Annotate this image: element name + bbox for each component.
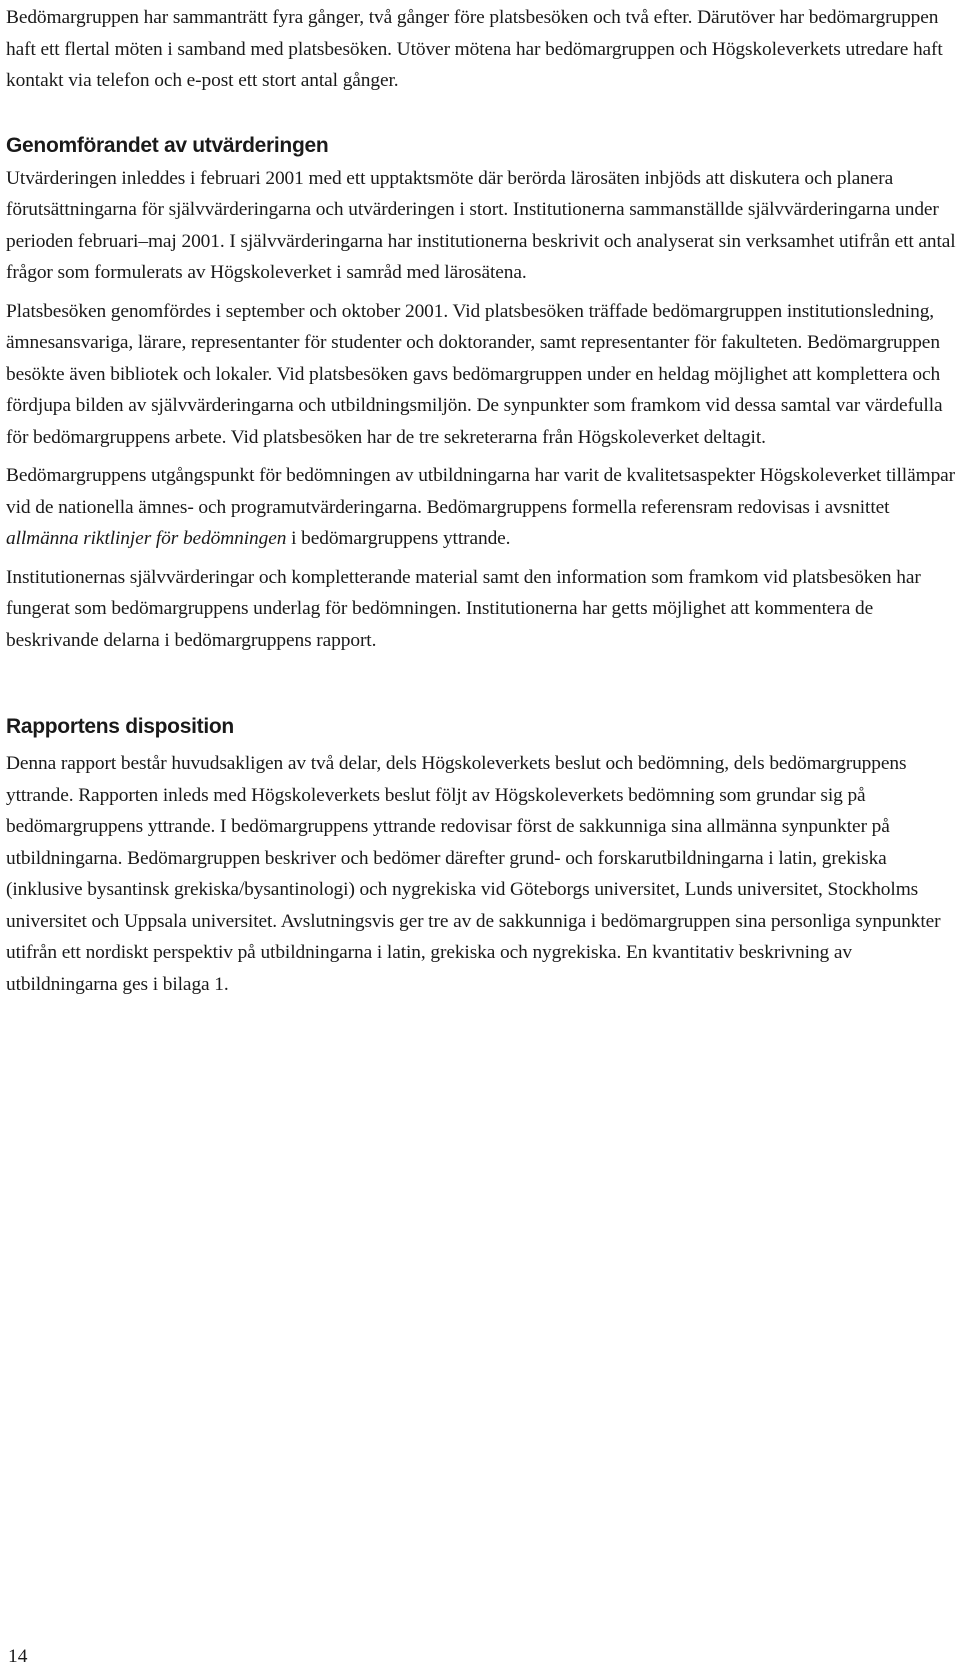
section-heading-rapportens-disposition: Rapportens disposition	[6, 715, 234, 738]
section1-paragraph-3-text-before: Bedömargruppens utgångspunkt för bedömningen av utbildningarna har varit de kvalitetsaspekter Högskoleverket tillämpar vid de nationella ämnes- och programutvärderingarna. Bedömargruppens formella referensram redovisas i avsnittet	[6, 465, 956, 518]
document-page	[6, 2, 956, 1000]
page-number: 14	[8, 1646, 28, 1667]
section1-paragraph-3-italic-reference: allmänna riktlinjer för bedömningen	[6, 528, 287, 549]
section1-paragraph-4: Institutionernas självvärderingar och kompletterande material samt den information som framkom vid platsbesöken har fungerat som bedömargruppens underlag för bedömningen. Institutionerna har getts möjlighet att kommentera de beskrivande delarna i bedömargruppens rapport.	[6, 566, 921, 651]
section-heading-genomforandet: Genomförandet av utvärderingen	[6, 133, 329, 157]
intro-paragraph: Bedömargruppen har sammanträtt fyra gånger, två gånger före platsbesöken och två efter. Därutöver har bedömargruppen haft ett flertal möten i samband med platsbesöken. Utöver mötena har bedömargruppen och Högskoleverkets utredare haft kontakt via telefon och e-post ett stort antal gånger.	[6, 7, 943, 91]
section1-paragraph-3-text-after: i bedömargruppens yttrande.	[286, 528, 511, 549]
section1-paragraph-1: Utvärderingen inleddes i februari 2001 med ett upptaktsmöte där berörda lärosäten inbjöds att diskutera och planera förutsättningarna för självvärderingarna och utvärderingen i stort. Institutionerna sammanställde självvärderingarna under perioden februari–maj 2001. I självvärderingarna har institutionerna beskrivit och analyserat sin verksamhet utifrån ett antal frågor som formulerats av Högskoleverket i samråd med lärosätena.	[6, 167, 956, 283]
section1-paragraph-2: Platsbesöken genomfördes i september och oktober 2001. Vid platsbesöken träffade bedömargruppen institutionsledning, ämnesansvariga, lärare, representanter för studenter och doktorander, samt representanter för fakulteten. Bedömargruppen besökte även bibliotek och lokaler. Vid platsbesöken gavs bedömargruppen under en heldag möjlighet att komplettera och fördjupa bilden av självvärderingarna och utbildningsmiljön. De synpunkter som framkom vid dessa samtal var värdefulla för bedömargruppens arbete. Vid platsbesöken har de tre sekreterarna från Högskoleverket deltagit.	[6, 300, 943, 448]
section2-paragraph-1: Denna rapport består huvudsakligen av två delar, dels Högskoleverkets beslut och bedömning, dels bedömargruppens yttrande. Rapporten inleds med Högskoleverkets beslut följt av Högskoleverkets bedömning som grundar sig på bedömargruppens yttrande. I bedömargruppens yttrande redovisar först de sakkunniga sina allmänna synpunkter på utbildningarna. Bedömargruppen beskriver och bedömer därefter grund- och forskarutbildningarna i latin, grekiska (inklusive bysantinsk grekiska/bysantinologi) och nygrekiska vid Göteborgs universitet, Lunds universitet, Stockholms universitet och Uppsala universitet. Avslutningsvis ger tre av de sakkunniga i bedömargruppen sina personliga synpunkter utifrån ett nordiskt perspektiv på utbildningarna i latin, grekiska och nygrekiska. En kvantitativ beskrivning av utbildningarna ges i bilaga 1.	[6, 753, 941, 995]
section1-paragraph-3	[6, 460, 956, 555]
